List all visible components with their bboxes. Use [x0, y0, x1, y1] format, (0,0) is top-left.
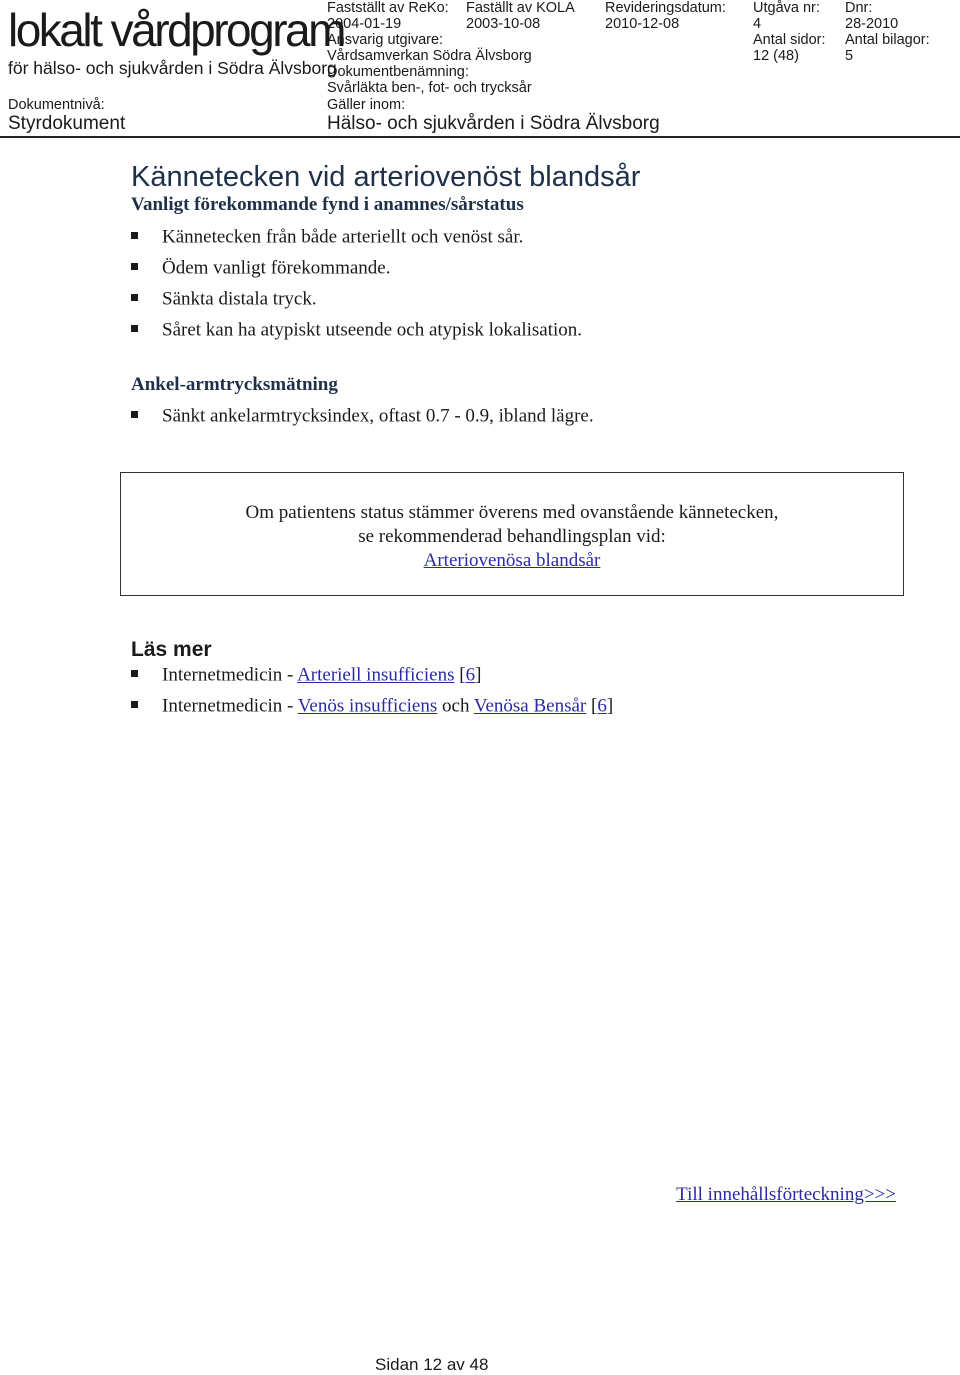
list-item: Såret kan ha atypiskt utseende och atypisk lokalisation. — [131, 319, 582, 342]
measure-subhead: Ankel-armtrycksmätning — [131, 374, 338, 395]
level-value: Styrdokument — [8, 113, 126, 134]
attachments-label: Antal bilagor: — [845, 32, 930, 48]
list-item: Sänkta distala tryck. — [131, 288, 317, 311]
kola-label: Faställt av KOLA — [466, 0, 575, 16]
brand-subtitle: för hälso- och sjukvården i Södra Älvsborg — [8, 58, 337, 78]
section-title: Kännetecken vid arteriovenöst blandsår — [131, 161, 641, 193]
level-label: Dokumentnivå: — [8, 97, 105, 113]
bullet-icon — [131, 670, 138, 677]
venous-leg-ulcers-link[interactable]: Venösa Bensår — [473, 695, 587, 717]
arterial-insufficiency-link[interactable]: Arteriell insufficiens — [297, 664, 455, 686]
list-item: Internetmedicin - Venös insufficiens och Venösa Bensår [6] — [131, 695, 613, 718]
header-divider — [0, 136, 960, 138]
recommendation-box — [120, 472, 904, 596]
bullet-icon — [131, 294, 138, 301]
publisher-label: Ansvarig utgivare: — [327, 32, 444, 48]
page-number: Sidan 12 av 48 — [375, 1355, 489, 1374]
docname-label: Dokumentbenämning: — [327, 64, 469, 80]
reko-date: 2004-01-19 — [327, 16, 402, 32]
list-item: Ödem vanligt förekommande. — [131, 257, 390, 280]
table-of-contents-link[interactable]: Till innehållsförteckning>>> — [676, 1184, 896, 1205]
pages-label: Antal sidor: — [753, 32, 826, 48]
brand-title: lokalt vårdprogram — [8, 4, 344, 56]
scope-value: Hälso- och sjukvården i Södra Älvsborg — [327, 113, 660, 134]
read-more-heading: Läs mer — [131, 638, 212, 661]
dnr-value: 28-2010 — [845, 16, 899, 32]
list-item: Internetmedicin - Arteriell insufficiens [6] — [131, 664, 481, 687]
bullet-icon — [131, 263, 138, 270]
list-item: Sänkt ankelarmtrycksindex, oftast 0.7 - 0.9, ibland lägre. — [131, 405, 594, 428]
reference-6-link[interactable]: 6 — [465, 664, 476, 686]
recommendation-line-1: Om patientens status stämmer överens med ovanstående kännetecken, — [245, 502, 779, 523]
findings-subhead: Vanligt förekommande fynd i anamnes/sårstatus — [131, 194, 524, 215]
dnr-label: Dnr: — [845, 0, 873, 16]
bullet-icon — [131, 325, 138, 332]
reference-source: Internetmedicin - — [162, 664, 298, 686]
treatment-plan-link[interactable]: Arteriovenösa blandsår — [423, 550, 601, 571]
revision-date: 2010-12-08 — [605, 16, 680, 32]
docname-value: Svårläkta ben-, fot- och trycksår — [327, 80, 532, 96]
kola-date: 2003-10-08 — [466, 16, 541, 32]
attachments-value: 5 — [845, 48, 854, 64]
reference-source: Internetmedicin - — [162, 695, 298, 717]
edition-value: 4 — [753, 16, 762, 32]
publisher-value: Vårdsamverkan Södra Älvsborg — [327, 48, 532, 64]
reko-label: Fastställt av ReKo: — [327, 0, 449, 16]
edition-label: Utgåva nr: — [753, 0, 820, 16]
pages-value: 12 (48) — [753, 48, 799, 64]
bullet-icon — [131, 232, 138, 239]
revision-label: Revideringsdatum: — [605, 0, 726, 16]
list-item: Kännetecken från både arteriellt och venöst sår. — [131, 226, 523, 249]
scope-label: Gäller inom: — [327, 97, 406, 113]
bullet-icon — [131, 411, 138, 418]
recommendation-line-2: se rekommenderad behandlingsplan vid: — [358, 526, 666, 547]
venous-insufficiency-link[interactable]: Venös insufficiens — [297, 695, 438, 717]
bullet-icon — [131, 701, 138, 708]
reference-6-link[interactable]: 6 — [597, 695, 607, 717]
